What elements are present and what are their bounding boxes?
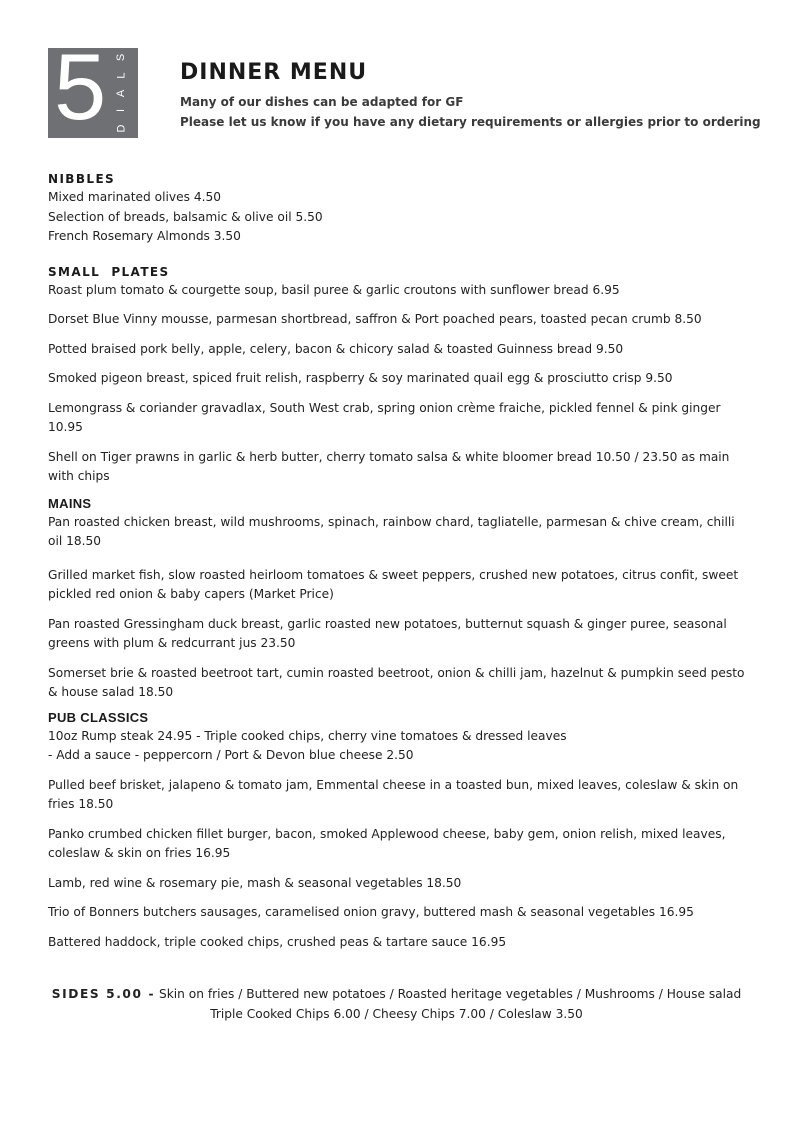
menu-item: Pan roasted chicken breast, wild mushrooms, spinach, rainbow chard, tagliatelle, parmesan & chive cream, chilli oil 18.50 xyxy=(48,514,735,548)
section-heading-mains: MAINS xyxy=(48,495,92,511)
menu-item: Somerset brie & roasted beetroot tart, cumin roasted beetroot, onion & chilli jam, hazelnut & pumpkin seed pesto & house salad 18.50 xyxy=(48,665,745,699)
menu-item-steak: 10oz Rump steak 24.95 - Triple cooked chips, cherry vine tomatoes & dressed leaves xyxy=(48,728,567,743)
page-title: DINNER MENU xyxy=(180,60,368,85)
logo xyxy=(48,34,138,139)
logo-number: 5 xyxy=(54,34,107,139)
logo-word xyxy=(110,52,134,134)
menu-item: Lamb, red wine & rosemary pie, mash & seasonal vegetables 18.50 xyxy=(48,875,462,890)
menu-item: Panko crumbed chicken fillet burger, bacon, smoked Applewood cheese, baby gem, onion relish, mixed leaves, coleslaw & skin on fries 16.95 xyxy=(48,826,726,860)
logo-letter: S xyxy=(115,53,128,62)
menu-item: Grilled market fish, slow roasted heirloom tomatoes & sweet peppers, crushed new potatoes, citrus confit, sweet pickled red onion & baby capers (Market Price) xyxy=(48,567,739,601)
menu-item: Pulled beef brisket, jalapeno & tomato jam, Emmental cheese in a toasted bun, mixed leaves, coleslaw & skin on fries 18.50 xyxy=(48,777,739,811)
menu-item: Lemongrass & coriander gravadlax, South West crab, spring onion crème fraiche, pickled fennel & pink ginger 10.95 xyxy=(48,400,721,434)
sides-label: SIDES 5.00 - xyxy=(51,987,156,1001)
sides-line-1 xyxy=(0,985,793,1005)
sides-items: Skin on fries / Buttered new potatoes / Roasted heritage vegetables / Mushrooms / House salad xyxy=(158,987,742,1001)
sides-line-2: Triple Cooked Chips 6.00 / Cheesy Chips 7.00 / Coleslaw 3.50 xyxy=(210,1006,583,1021)
allergy-note: Please let us know if you have any dietary requirements or allergies prior to ordering xyxy=(180,115,761,129)
section-heading-small-plates: SMALL PLATES xyxy=(48,264,170,279)
menu-item: Roast plum tomato & courgette soup, basil puree & garlic croutons with sunflower bread 6.95 xyxy=(48,282,620,297)
logo-letter: I xyxy=(115,109,128,113)
menu-item: Trio of Bonners butchers sausages, caramelised onion gravy, buttered mash & seasonal vegetables 16.95 xyxy=(48,905,694,919)
section-heading-pub-classics: PUB CLASSICS xyxy=(48,709,149,725)
menu-item-steak-sauce: - Add a sauce - peppercorn / Port & Devon blue cheese 2.50 xyxy=(48,748,414,762)
logo-letter: D xyxy=(115,124,128,133)
gf-note: Many of our dishes can be adapted for GF xyxy=(180,95,464,109)
menu-item: Dorset Blue Vinny mousse, parmesan shortbread, saffron & Port poached pears, toasted pecan crumb 8.50 xyxy=(48,312,702,326)
menu-item: French Rosemary Almonds 3.50 xyxy=(48,229,241,243)
sides-section xyxy=(0,985,793,1024)
logo-letter: A xyxy=(115,89,128,97)
logo-letter: L xyxy=(115,72,128,79)
menu-item: Shell on Tiger prawns in garlic & herb butter, cherry tomato salsa & white bloomer bread 10.50 / 23.50 as main with chips xyxy=(48,449,730,483)
menu-item: Potted braised pork belly, apple, celery, bacon & chicory salad & toasted Guinness bread 9.50 xyxy=(48,341,624,356)
menu-item: Pan roasted Gressingham duck breast, garlic roasted new potatoes, butternut squash & ginger puree, seasonal greens with plum & redcurrant jus 23.50 xyxy=(48,616,727,650)
menu-item: Selection of breads, balsamic & olive oil 5.50 xyxy=(48,209,323,224)
menu-item: Battered haddock, triple cooked chips, crushed peas & tartare sauce 16.95 xyxy=(48,934,507,949)
menu-content xyxy=(48,170,748,962)
menu-item: Smoked pigeon breast, spiced fruit relish, raspberry & soy marinated quail egg & prosciutto crisp 9.50 xyxy=(48,371,673,385)
section-heading-nibbles: NIBBLES xyxy=(48,172,116,186)
menu-item: Mixed marinated olives 4.50 xyxy=(48,190,221,204)
